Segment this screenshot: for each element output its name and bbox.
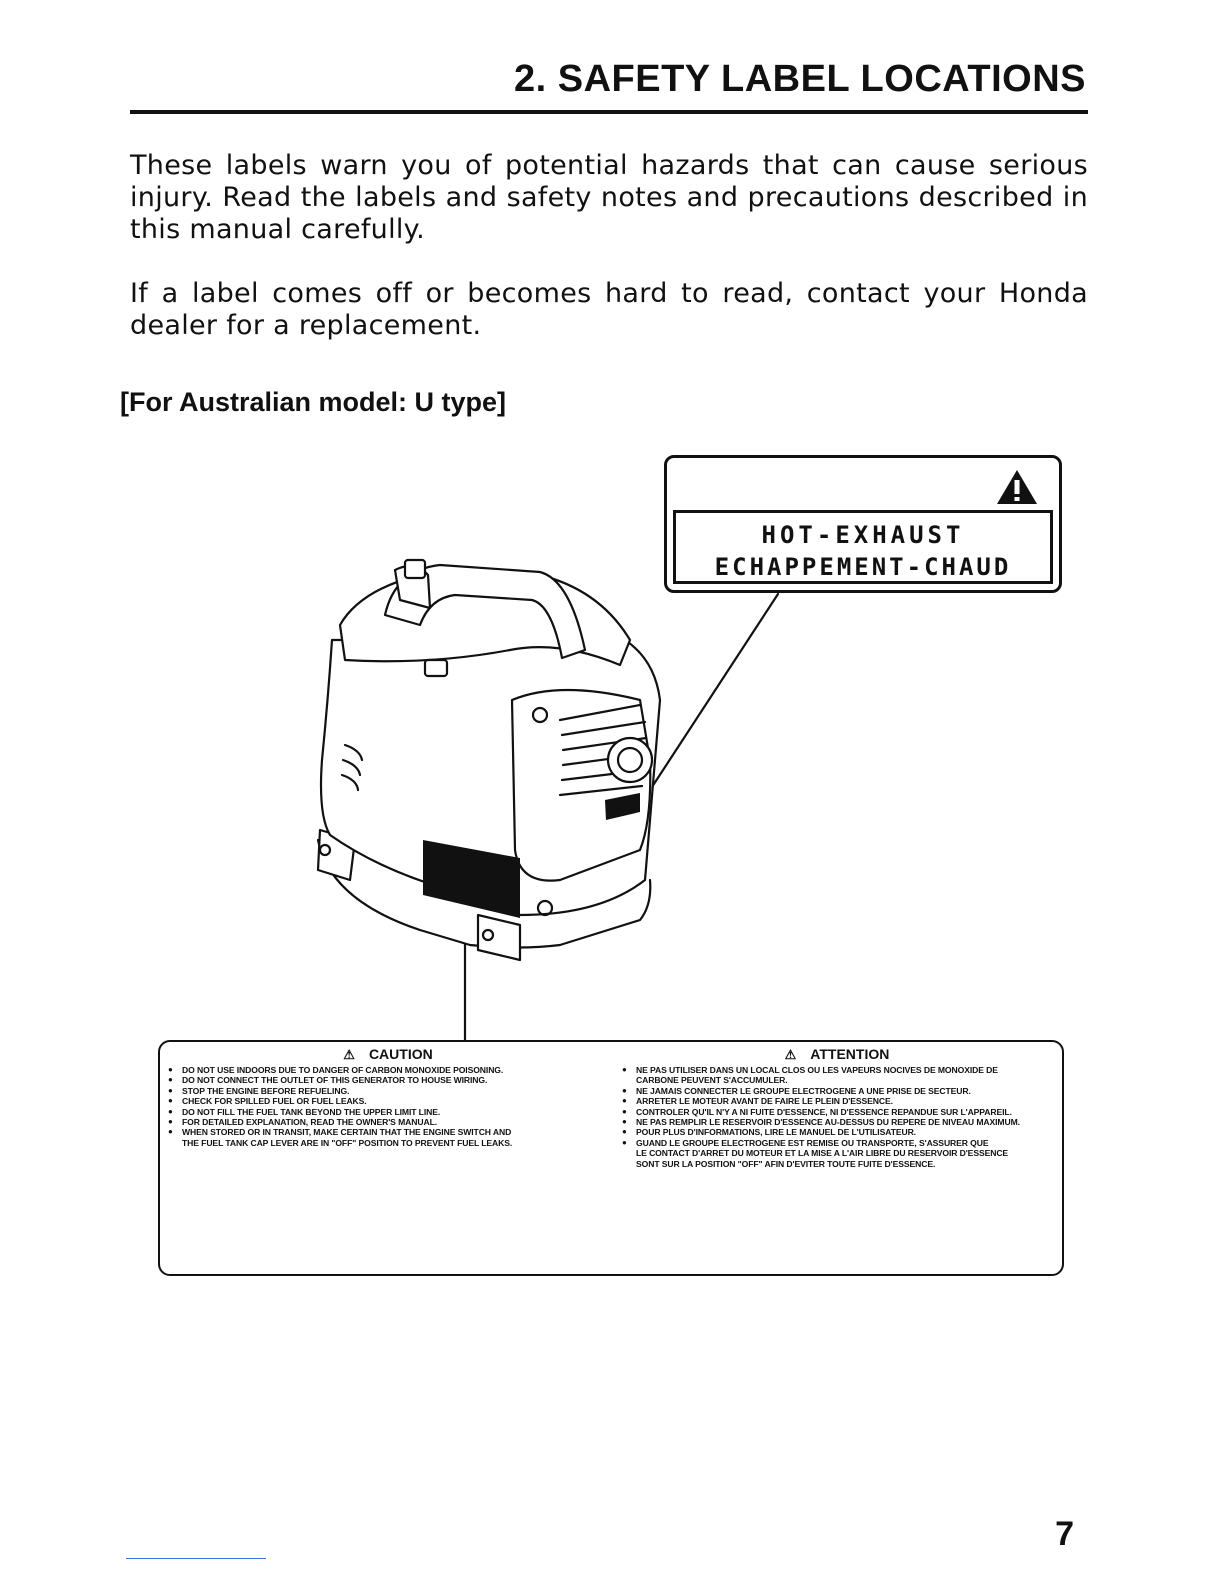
list-item: ● GUAND LE GROUPE ELECTROGENE EST REMISE OU TRANSPORTE, S'ASSURER QUE — [622, 1138, 1052, 1148]
caution-column-french — [622, 1046, 1052, 1169]
warning-triangle-icon: ⚠ — [784, 1047, 797, 1062]
list-item: ● ARRETER LE MOTEUR AVANT DE FAIRE LE PLEIN D'ESSENCE. — [622, 1096, 1052, 1106]
caution-label — [158, 1040, 1064, 1276]
list-item: ● STOP THE ENGINE BEFORE REFUELING. — [168, 1086, 608, 1096]
list-item-continuation: SONT SUR LA POSITION "OFF" AFIN D'EVITER TOUTE FUITE D'ESSENCE. — [636, 1158, 936, 1169]
list-item: ● FOR DETAILED EXPLANATION, READ THE OWNER'S MANUAL. — [168, 1117, 608, 1127]
page-number: 7 — [1055, 1515, 1074, 1553]
list-item: ● DO NOT CONNECT THE OUTLET OF THIS GENERATOR TO HOUSE WIRING. — [168, 1075, 608, 1085]
intro-paragraph: These labels warn you of potential hazards that can cause serious injury. Read the labels and safety notes and precautions described in this manual carefully. — [130, 150, 1088, 245]
list-item: ● NE PAS REMPLIR LE RESERVOIR D'ESSENCE AU-DESSUS DU REPERE DE NIVEAU MAXIMUM. — [622, 1117, 1052, 1127]
list-item: ● NE JAMAIS CONNECTER LE GROUPE ELECTROGENE A UNE PRISE DE SECTEUR. — [622, 1086, 1052, 1096]
caution-heading: ⚠ CAUTION — [343, 1046, 433, 1062]
model-subheading: [For Australian model: U type] — [120, 387, 507, 417]
warning-triangle-icon: ⚠ — [343, 1047, 355, 1062]
caution-column-english — [168, 1046, 608, 1148]
hot-exhaust-text-frame — [673, 510, 1053, 584]
hot-label-leader-line — [650, 594, 778, 790]
hot-exhaust-label — [664, 455, 1062, 593]
list-item: ● POUR PLUS D'INFORMATIONS, LIRE LE MANUEL DE L'UTILISATEUR. — [622, 1127, 1052, 1137]
list-item: ● WHEN STORED OR IN TRANSIT, MAKE CERTAIN THAT THE ENGINE SWITCH AND — [168, 1127, 608, 1137]
list-item-continuation: CARBONE PEUVENT S'ACCUMULER. — [636, 1075, 788, 1086]
hot-exhaust-french: ECHAPPEMENT-CHAUD — [714, 553, 1012, 581]
page-title: 2. SAFETY LABEL LOCATIONS — [514, 58, 1086, 100]
warning-triangle-icon — [995, 468, 1039, 506]
list-item-continuation: LE CONTACT D'ARRET DU MOTEUR ET LA MISE A L'AIR LIBRE DU RESERVOIR D'ESSENCE — [636, 1148, 1009, 1159]
list-item: ● DO NOT USE INDOORS DUE TO DANGER OF CARBON MONOXIDE POISONING. — [168, 1065, 608, 1075]
footer-rule — [126, 1558, 266, 1559]
list-item: ● CONTROLER QU'IL N'Y A NI FUITE D'ESSENCE, NI D'ESSENCE REPANDUE SUR L'APPAREIL. — [622, 1107, 1052, 1117]
list-item-continuation: THE FUEL TANK CAP LEVER ARE IN "OFF" POSITION TO PREVENT FUEL LEAKS. — [182, 1137, 513, 1148]
list-item: ● CHECK FOR SPILLED FUEL OR FUEL LEAKS. — [168, 1096, 608, 1106]
list-item: ● NE PAS UTILISER DANS UN LOCAL CLOS OU LES VAPEURS NOCIVES DE MONOXIDE DE — [622, 1065, 1052, 1075]
hot-exhaust-english: HOT-EXHAUST — [761, 521, 965, 549]
list-item: ● DO NOT FILL THE FUEL TANK BEYOND THE UPPER LIMIT LINE. — [168, 1107, 608, 1117]
replacement-paragraph: If a label comes off or becomes hard to read, contact your Honda dealer for a replacement. — [130, 278, 1088, 341]
attention-heading: ⚠ ATTENTION — [784, 1046, 890, 1062]
